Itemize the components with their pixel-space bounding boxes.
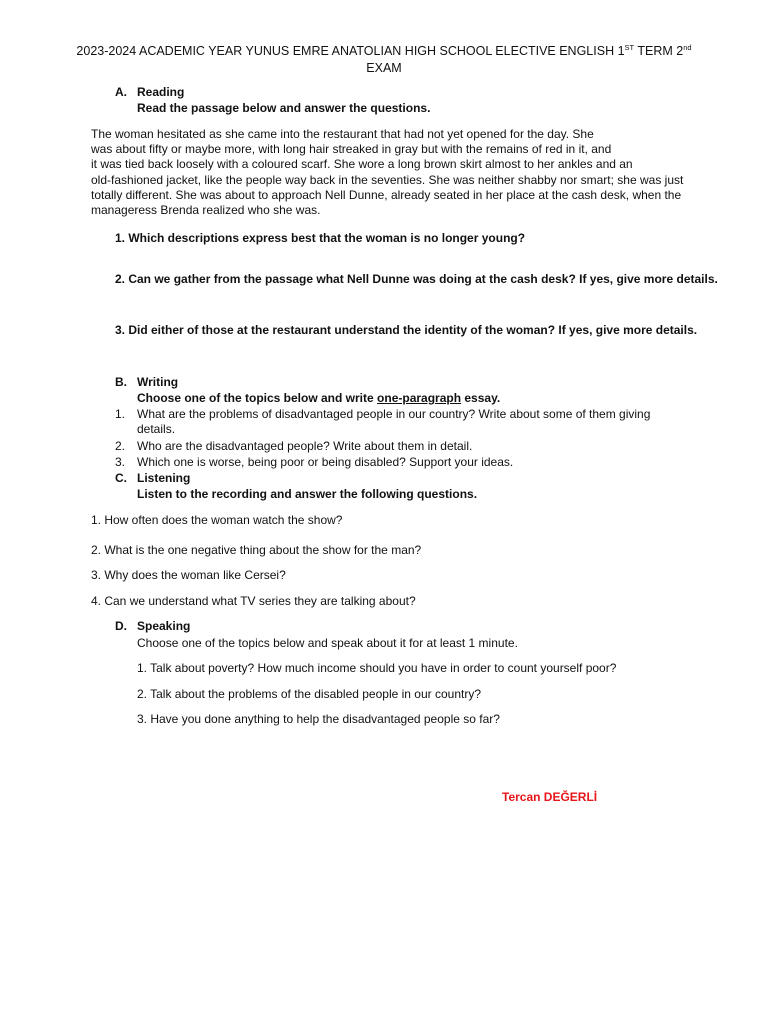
listening-heading: Listening [137, 471, 191, 485]
passage-line: manageress Brenda realized who she was. [91, 203, 321, 218]
speaking-topic-1: 1. Talk about poverty? How much income should you have in order to count yourself poor? [137, 661, 617, 675]
listening-question-2: 2. What is the one negative thing about the show for the man? [91, 543, 422, 557]
reading-letter: A. [115, 85, 127, 99]
reading-passage [91, 127, 691, 218]
passage-line: totally different. She was about to approach Nell Dunne, already seated in her place at the cash desk, when the [91, 187, 682, 202]
speaking-heading: Speaking [137, 619, 191, 633]
writing-topic-1-continued: details. [137, 422, 176, 436]
listening-question-4: 4. Can we understand what TV series they are talking about? [91, 594, 416, 608]
speaking-topic-3: 3. Have you done anything to help the disadvantaged people so far? [137, 712, 500, 726]
speaking-instruction: Choose one of the topics below and speak about it for at least 1 minute. [137, 636, 518, 650]
writing-topic-2: Who are the disadvantaged people? Write about them in detail. [137, 439, 473, 453]
passage-line: was about fifty or maybe more, with long hair streaked in gray but with the remains of red in it, and [91, 142, 612, 157]
writing-topic-1: What are the problems of disadvantaged people in our country? Write about some of them giving [137, 407, 651, 421]
listening-question-3: 3. Why does the woman like Cersei? [91, 568, 286, 582]
title-part1: 2023-2024 ACADEMIC YEAR YUNUS EMRE ANATOLIAN HIGH SCHOOL ELECTIVE ENGLISH 1 [76, 44, 625, 58]
writing-heading: Writing [137, 375, 179, 389]
listening-instruction: Listen to the recording and answer the following questions. [137, 487, 478, 501]
title-superscript-1: ST [624, 43, 635, 52]
writing-letter: B. [115, 375, 127, 389]
listening-question-1: 1. How often does the woman watch the show? [91, 513, 343, 527]
title-part2: TERM 2 [634, 44, 684, 58]
writing-topic-1-number: 1. [115, 407, 126, 421]
speaking-topic-2: 2. Talk about the problems of the disabled people in our country? [137, 687, 482, 701]
reading-question-1: 1. Which descriptions express best that the woman is no longer young? [115, 231, 526, 245]
speaking-letter: D. [115, 619, 127, 633]
writing-topic-2-number: 2. [115, 439, 126, 453]
writing-topic-3: Which one is worse, being poor or being disabled? Support your ideas. [137, 455, 514, 469]
exam-title-line2: EXAM [366, 61, 402, 75]
writing-instruction-start: Choose one of the topics below and write [137, 391, 378, 405]
reading-instruction: Read the passage below and answer the questions. [137, 101, 431, 115]
title-superscript-2: nd [683, 43, 692, 52]
passage-line: it was tied back loosely with a coloured scarf. She wore a long brown skirt almost to her ankles and an [91, 157, 633, 172]
writing-topic-3-number: 3. [115, 455, 126, 469]
reading-question-2: 2. Can we gather from the passage what Nell Dunne was doing at the cash desk? If yes, give more details. [115, 272, 718, 286]
listening-letter: C. [115, 471, 127, 485]
passage-line: The woman hesitated as she came into the restaurant that had not yet opened for the day. She [91, 127, 594, 141]
passage-line: old-fashioned jacket, like the people way back in the seventies. She was neither shabby nor smart; she was just [91, 172, 684, 187]
writing-instruction-underlined: one-paragraph [377, 391, 462, 405]
writing-instruction-end: essay. [461, 391, 501, 405]
teacher-signature: Tercan DEĞERLİ [502, 790, 598, 804]
writing-instruction [137, 391, 500, 406]
reading-question-3: 3. Did either of those at the restaurant understand the identity of the woman? If yes, give more details. [115, 323, 698, 337]
exam-title [0, 43, 768, 59]
reading-heading: Reading [137, 85, 185, 99]
